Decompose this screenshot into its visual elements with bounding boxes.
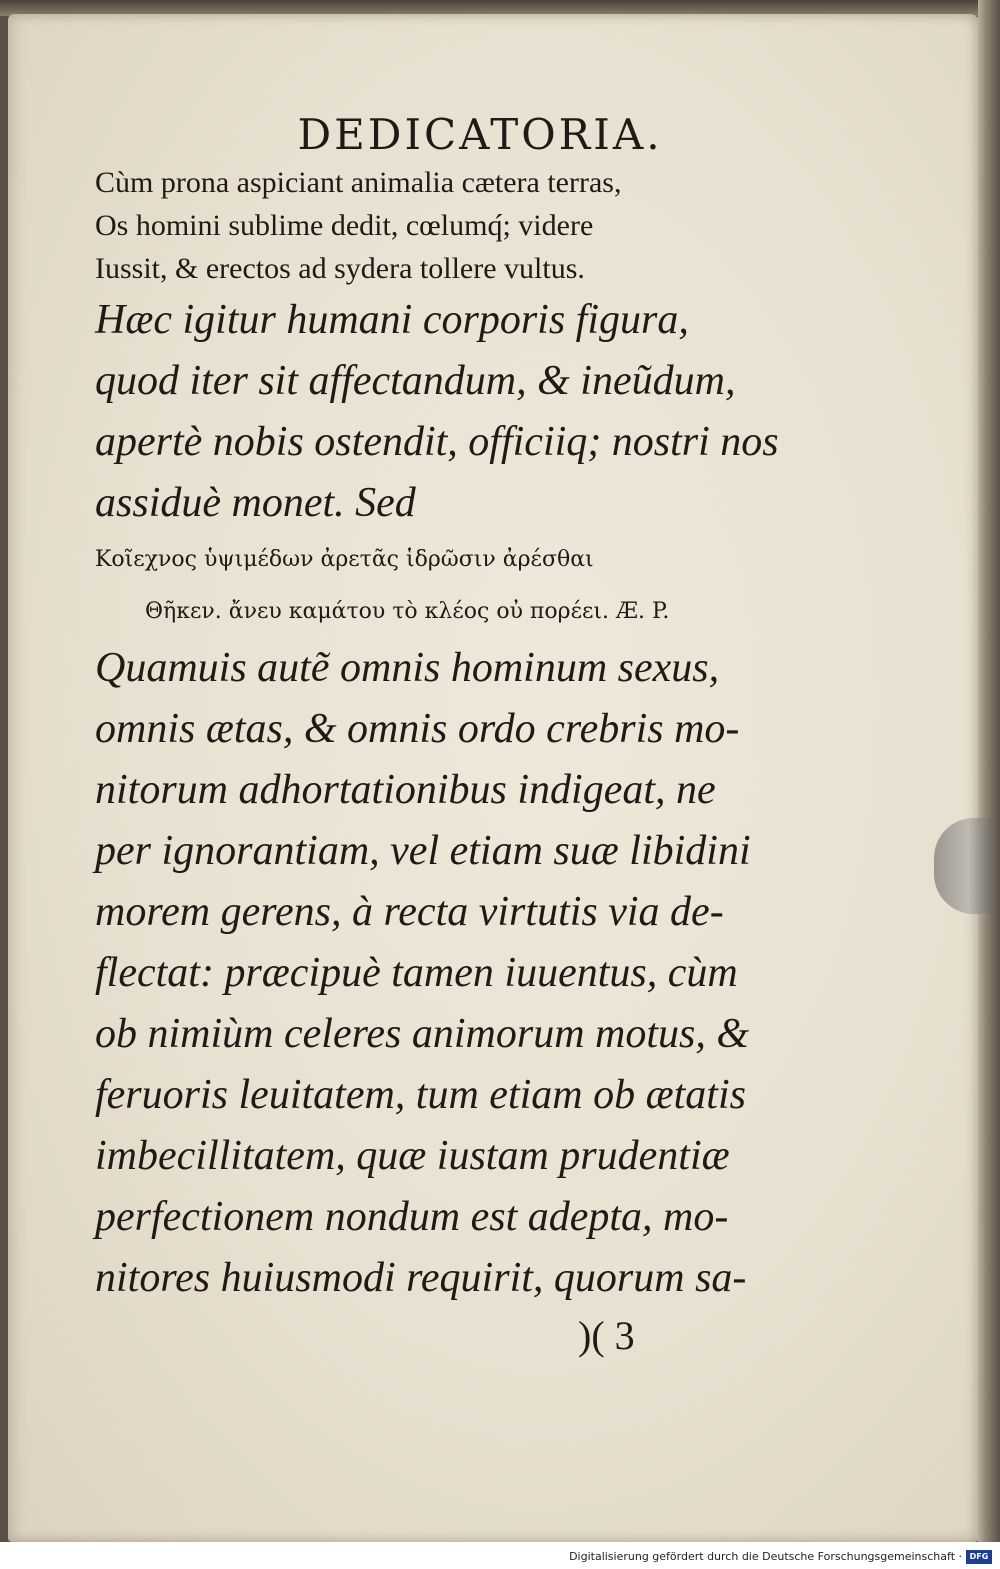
dfg-logo-icon: DFG xyxy=(966,1550,992,1564)
page-text xyxy=(95,110,825,1309)
book-right-edge xyxy=(978,0,1000,1569)
footer-bar xyxy=(0,1542,1000,1569)
funding-credit: Digitalisierung gefördert durch die Deutsche Forschungsgemeinschaft · xyxy=(569,1550,962,1563)
prose-line: per ignorantiam, vel etiam suæ libidini xyxy=(95,828,751,874)
prose-line: assiduè monet. Sed xyxy=(95,480,416,526)
prose-line: ob nimiùm celeres animorum motus, & xyxy=(95,1011,750,1057)
signature-mark: )( 3 xyxy=(578,1313,635,1358)
prose-line: feruoris leuitatem, tum etiam ob ætatis xyxy=(95,1072,746,1118)
prose-line: flectat: præcipuè tamen iuuentus, cùm xyxy=(95,950,738,996)
prose-line: omnis ætas, & omnis ordo crebris mo- xyxy=(95,706,740,752)
prose-line: Hæc igitur humani corporis figura, xyxy=(95,297,689,343)
prose-line: nitores huiusmodi requirit, quorum sa- xyxy=(95,1255,747,1301)
page-heading: DEDICATORIA. xyxy=(297,110,663,159)
greek-line: Θῆκεν. ἄνευ καμάτου τὸ κλέος οὐ πορέει. Æ. P. xyxy=(145,599,670,624)
greek-line: Κοῖεχνος ὑψιμέδων ἀρετᾶς ἱδρῶσιν ἀρέσθαι xyxy=(95,547,594,572)
prose-line: Quamuis autẽ omnis hominum sexus, xyxy=(95,645,720,691)
verse-line: Cùm prona aspiciant animalia cætera terras, xyxy=(95,166,622,199)
prose-line: imbecillitatem, quæ iustam prudentiæ xyxy=(95,1133,730,1179)
prose-line: nitorum adhortationibus indigeat, ne xyxy=(95,767,716,813)
metal-clasp xyxy=(934,818,992,914)
prose-line: morem gerens, à recta virtutis via de- xyxy=(95,889,724,935)
verse-line: Iussit, & erectos ad sydera tollere vultus. xyxy=(95,252,585,285)
prose-line: apertè nobis ostendit, officiiq; nostri nos xyxy=(95,419,779,465)
prose-line: quod iter sit affectandum, & ineũdum, xyxy=(95,358,736,404)
prose-line: perfectionem nondum est adepta, mo- xyxy=(95,1194,729,1240)
verse-line: Os homini sublime dedit, cœlumq́; videre xyxy=(95,209,594,242)
